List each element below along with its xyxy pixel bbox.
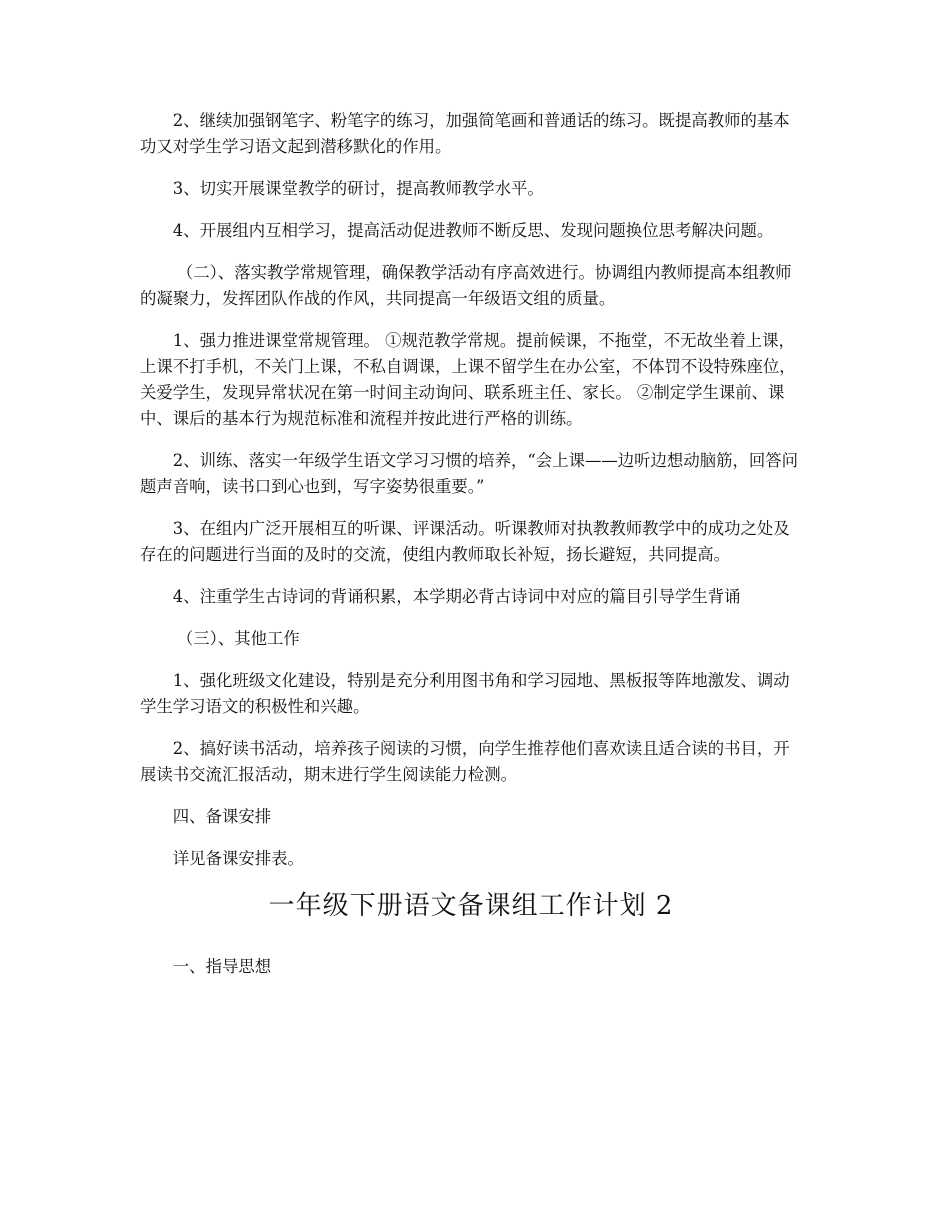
paragraph-item-4-classical-poetry: 4、注重学生古诗词的背诵积累，本学期必背古诗词中对应的篇目引导学生背诵 (172, 587, 741, 606)
document-title: 一年级下册语文备课组工作计划 2 (268, 891, 674, 921)
paragraph-item-3-lesson-observation: 3、在组内广泛开展相互的听课、评课活动。听课教师对执教教师教学中的成功之处及存在的问题进行当面的及时的交流，使组内教师取长补短，扬长避短，共同提高。 (140, 519, 790, 564)
paragraph-item-3-classroom-research: 3、切实开展课堂教学的研讨，提高教师教学水平。 (172, 179, 544, 198)
paragraph-item-1-classroom-routine: 1、强力推进课堂常规管理。 ①规范教学常规。提前候课，不拖堂，不无故坐着上课，上课不打手机，不关门上课，不私自调课，上课不留学生在办公室，不体罚不设特殊座位，关爱学生，发现异常状况在第一时间主动询问、联系班主任、家长。 ②制定学生课前、课中、课后的基本行为规范标准和流程并按此进行严格的训练。 (140, 331, 796, 428)
section-heading-four: 四、备课安排 (172, 807, 272, 826)
paragraph-item-2-study-habits: 2、训练、落实一年级学生语文学习习惯的培养，“会上课——边听边想动脑筋，回答问题声音响，读书口到心也到，写字姿势很重要。” (140, 451, 799, 496)
paragraph-item-2-reading-activity: 2、搞好读书活动，培养孩子阅读的习惯，向学生推荐他们喜欢读且适合读的书目，开展读书交流汇报活动，期末进行学生阅读能力检测。 (140, 739, 790, 784)
paragraph-lesson-plan-note: 详见备课安排表。 (172, 849, 304, 868)
paragraph-item-4-peer-learning: 4、开展组内互相学习，提高活动促进教师不断反思、发现问题换位思考解决问题。 (172, 221, 774, 240)
paragraph-item-2-penmanship: 2、继续加强钢笔字、粉笔字的练习，加强简笔画和普通话的练习。既提高教师的基本功又对学生学习语文起到潜移默化的作用。 (140, 111, 790, 156)
section-heading-one: 一、指导思想 (172, 957, 272, 976)
section-heading-three: （三）、其他工作 (176, 629, 300, 648)
section-heading-two: （二）、落实教学常规管理，确保教学活动有序高效进行。协调组内教师提高本组教师的凝聚力，发挥团队作战的作风，共同提高一年级语文组的质量。 (140, 263, 792, 308)
paragraph-item-1-class-culture: 1、强化班级文化建设，特别是充分利用图书角和学习园地、黑板报等阵地激发、调动学生学习语文的积极性和兴趣。 (140, 671, 790, 716)
document-body (140, 108, 802, 996)
